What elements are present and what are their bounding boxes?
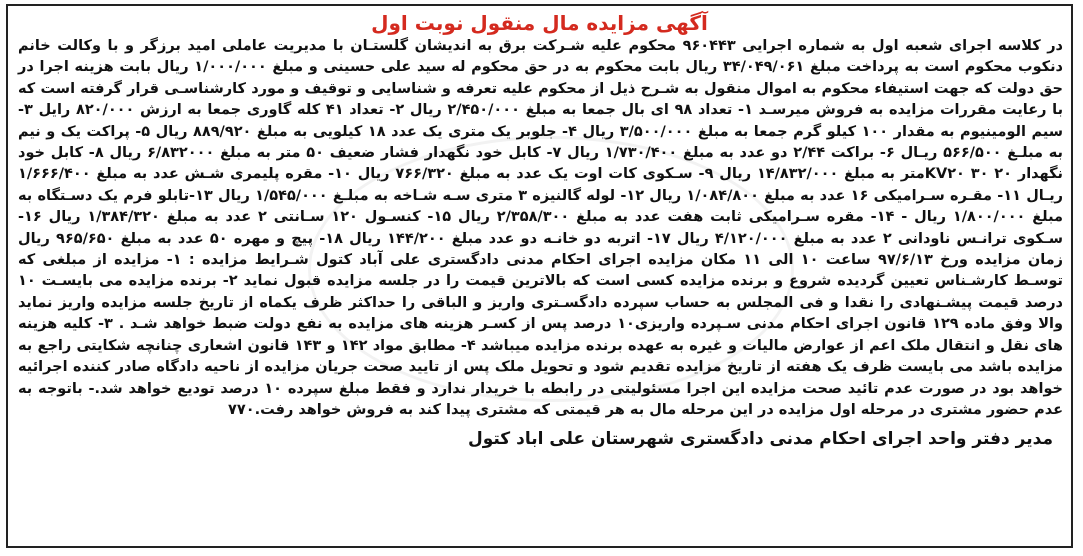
notice-title: آگهی مزایده مال منقول نوبت اول: [371, 11, 708, 35]
auction-notice: [6, 4, 1073, 548]
notice-signature: مدیر دفتر واحد اجرای احکام مدنی دادگستری شهرستان علی اباد کتول: [467, 429, 1053, 450]
notice-body: در کلاسه اجرای شعبه اول به شماره اجرایی ۹۶۰۴۴۳ محکوم علیه شـرکت برق به اندیشان گلستـان با مدیریت عاملی امید برزگر و با وکالت خانم دنکوب محکوم است به پرداخت مبلغ ۳۴/۰۴۹/۰۶۱ ریال بابت محکوم به در حق محکوم له سید علی حسینی و مبلغ ۱/۰۰۰/۰۰۰ ریال بابت هزینه اجرا در حق دولت که جهت استیفاء محکوم به اموال منقول به شـرح ذیل از محکوم علیه تعرفه و شناسایی و توقیف و مورد کارشناسـی قرار گرفته است که با رعایت مقررات مزایده به فروش میرسـد ۱- تعداد ۹۸ ای بال جمعا به مبلغ ۲/۴۵۰/۰۰۰ ریال ۲- تعداد ۴۱ کله گاوری جمعا به ارزش ۸۲۰/۰۰۰ رایل ۳- سیم الومینیوم به مقدار ۱۰۰ کیلو گرم جمعا به مبلغ ۳/۵۰۰/۰۰۰ ریال ۴- جلوبر یک متری یک عدد ۱۸ کیلویی به مبلغ ۸۸۹/۹۲۰ ریال ۵- پراکت یک و نیم به مبلـغ ۵۶۶/۵۰۰ ریـال ۶- براکت ۲/۴۴ دو عدد به مبلغ ۱/۷۳۰/۴۰۰ ریال ۷- کابل خود نگهدار فشار ضعیف ۵۰ متر به مبلغ ۶/۸۳۲۰۰۰ ریال ۸- کابل خود نگهدار ۲۰ KV۲۰ ۳۰متر به مبلغ ۱۴/۸۳۲/۰۰۰ ریال ۹- سـکوی کات اوت یک عدد به مبلغ ۷۶۶/۳۲۰ ریال ۱۰- مقره پلیمری شـش عدد به مبلغ ۱/۶۶۶/۴۰۰ ریـال ۱۱- مقـره سـرامیکی ۱۶ عدد به مبلغ ۱/۰۸۴/۸۰۰ ریال ۱۲- لوله گالنیزه ۳ متری سـه شـاخه به مبلـغ ۱/۵۴۵/۰۰۰ ریال ۱۳-تابلو فرم یک دسـتگاه به مبلغ ۱/۸۰۰/۰۰۰ ریال - ۱۴- مقره سـرامیکی ثابت هفت عدد به مبلغ ۲/۳۵۸/۳۰۰ ریال ۱۵- کنسـول ۱۲۰ سـانتی ۲ عدد به مبلغ ۱/۳۸۴/۳۲۰ ریال ۱۶- سـکوی ترانـس ناودانی ۲ عدد به مبلغ ۴/۱۲۰/۰۰۰ ریال ۱۷- اتربه دو خانـه دو عدد مبلغ ۱۴۴/۲۰۰ ریال ۱۸- پیچ و مهره ۵۰ عدد به مبلغ ۹۶۵/۶۵۰ ریال زمان مزایده ورخ ۹۷/۶/۱۳ ساعت ۱۰ الی ۱۱ مکان مزایده اجرای احکام مدنی دادگستری علی آباد کتول شـرایط مزایده : ۱- مزایده از مبلغی که توسـط کارشـناس تعیین گردیده شروع و برنده مزایده کسی است که بالاترین قیمت را در جلسه مزایده قبول نماید ۲- برنده مزایده می بایسـت ۱۰ درصد قیمت پیشـنهادی را نقدا و فی المجلس به حساب سپرده دادگسـتری واریز و الباقی را حداکثر ظرف یکماه از تاریخ جلسه مزایده واریز نماید والا وفق ماده ۱۲۹ قانون اجرای احکام مدنی سـپرده واریزی۱۰ درصد پس از کسـر هزینه های مزایده به نفع دولت ضبط خواهد شـد . ۳- کلیه هزینه های نقل و انتقال ملک اعم از عوارض مالیات و غیره به عهده برنده مزایده میباشد ۴- مطابق مواد ۱۴۲ و ۱۴۳ قانون اشعاری چنانچه شکایتی راجع به مزایده باشد می بایست ظرف یک هفته از تاریخ مزایده تقدیم شود و تحویل ملک پس از تایید صحت جریان مزایده از ناحیه دادگاه صادر کننده اجرائیه خواهد بود در صورت عدم تائید صحت مزایده این اجرا مسئولیتی در رابطه با خریدار ندارد و فقط مبلغ سپرده ۱۰ درصد تودیع خواهد شد.- باتوجه به عدم حضور مشتری در مرحله اول مزایده در این مرحله مال به هر قیمتی که مشتری پیدا کند به فروش خواهد رفت.۷۷۰: [18, 38, 1064, 418]
